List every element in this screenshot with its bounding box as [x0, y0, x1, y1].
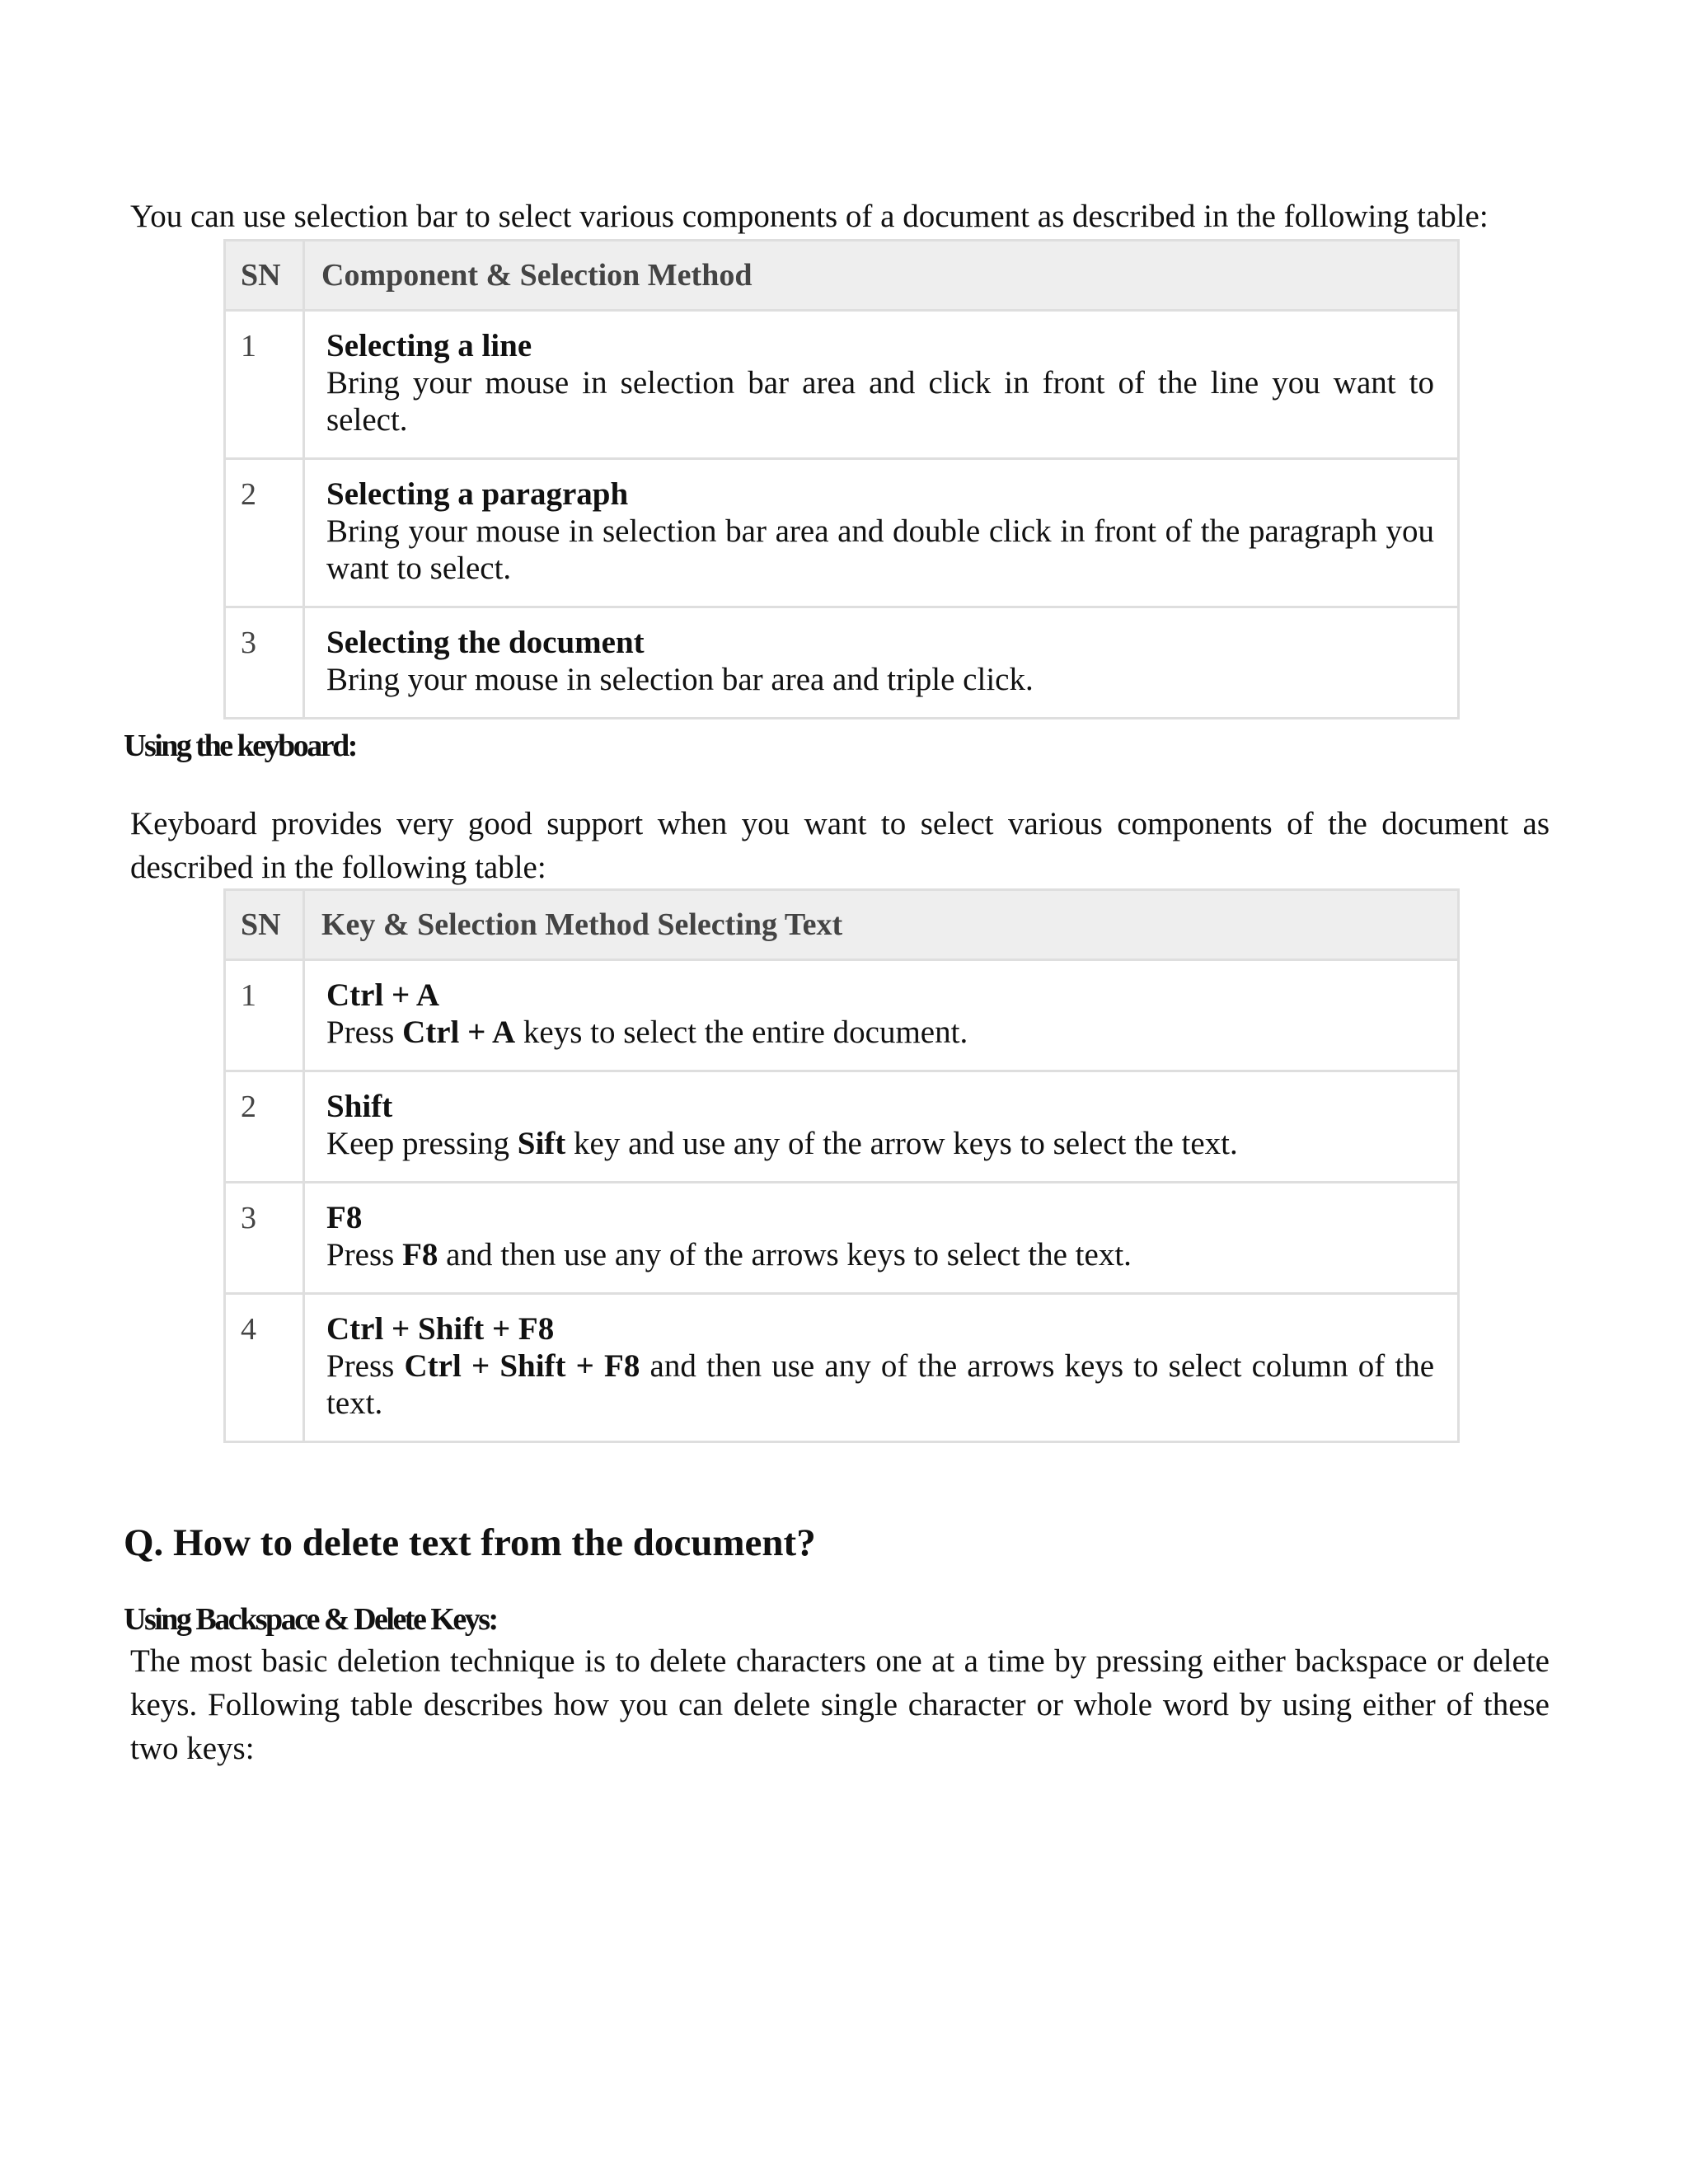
column-header-method: Component & Selection Method — [304, 241, 1459, 311]
column-header-sn: SN — [225, 241, 304, 311]
row-title: Selecting a paragraph — [326, 476, 629, 512]
row-title: Selecting the document — [326, 625, 645, 660]
row-description: Bring your mouse in selection bar area and click in front of the line you want to select. — [326, 365, 1434, 438]
row-description: Bring your mouse in selection bar area and double click in front of the paragraph you want to select. — [326, 513, 1434, 586]
table-header-row — [225, 890, 1459, 960]
table-row — [225, 1071, 1459, 1183]
column-header-key-method: Key & Selection Method Selecting Text — [304, 890, 1459, 960]
row-number: 1 — [225, 311, 304, 459]
row-description: Press F8 and then use any of the arrows keys to select the text. — [326, 1237, 1132, 1272]
table-row — [225, 607, 1459, 719]
row-description: Press Ctrl + Shift + F8 and then use any of the arrows keys to select column of the text. — [326, 1348, 1435, 1421]
table-header-row — [225, 241, 1459, 311]
row-title: Selecting a line — [326, 328, 532, 363]
row-number: 4 — [225, 1294, 304, 1442]
row-number: 1 — [225, 960, 304, 1071]
table-row — [225, 960, 1459, 1071]
row-number: 2 — [225, 459, 304, 607]
row-title: F8 — [326, 1200, 363, 1235]
table-row — [225, 459, 1459, 607]
question-heading: Q. How to delete text from the document? — [124, 1521, 816, 1564]
row-content — [304, 1294, 1459, 1442]
key-combination: F8 — [402, 1237, 438, 1272]
row-number: 3 — [225, 1183, 304, 1294]
subheading-backspace-delete: Using Backspace & Delete Keys: — [124, 1602, 497, 1637]
selection-bar-table — [223, 239, 1460, 719]
key-combination: Ctrl + A — [402, 1015, 516, 1050]
column-header-sn: SN — [225, 890, 304, 960]
table-row — [225, 1294, 1459, 1442]
row-description: Bring your mouse in selection bar area and triple click. — [326, 662, 1034, 697]
row-title: Ctrl + A — [326, 977, 440, 1013]
table-row — [225, 1183, 1459, 1294]
row-content — [304, 311, 1459, 459]
row-number: 3 — [225, 607, 304, 719]
row-content — [304, 459, 1459, 607]
row-title: Ctrl + Shift + F8 — [326, 1311, 555, 1347]
row-content — [304, 607, 1459, 719]
row-content — [304, 1183, 1459, 1294]
row-title: Shift — [326, 1089, 393, 1124]
subheading-using-keyboard: Using the keyboard: — [124, 729, 356, 763]
row-description: Keep pressing Sift key and use any of the arrow keys to select the text. — [326, 1126, 1238, 1161]
intro-paragraph-keyboard: Keyboard provides very good support when you want to select various components of the document as described in the following table: — [130, 806, 1550, 885]
row-content — [304, 1071, 1459, 1183]
row-number: 2 — [225, 1071, 304, 1183]
intro-paragraph-selection-bar: You can use selection bar to select various components of a document as described in the following table: — [130, 199, 1489, 234]
row-content — [304, 960, 1459, 1071]
keyboard-selection-table — [223, 888, 1460, 1443]
key-combination: Sift — [517, 1126, 566, 1161]
key-combination: Ctrl + Shift + F8 — [404, 1348, 640, 1384]
table-row — [225, 311, 1459, 459]
deletion-paragraph: The most basic deletion technique is to delete characters one at a time by pressing either backspace or delete keys. Following table describes how you can delete single character or whole word by using either of these two keys: — [130, 1643, 1550, 1766]
row-description: Press Ctrl + A keys to select the entire document. — [326, 1015, 968, 1050]
